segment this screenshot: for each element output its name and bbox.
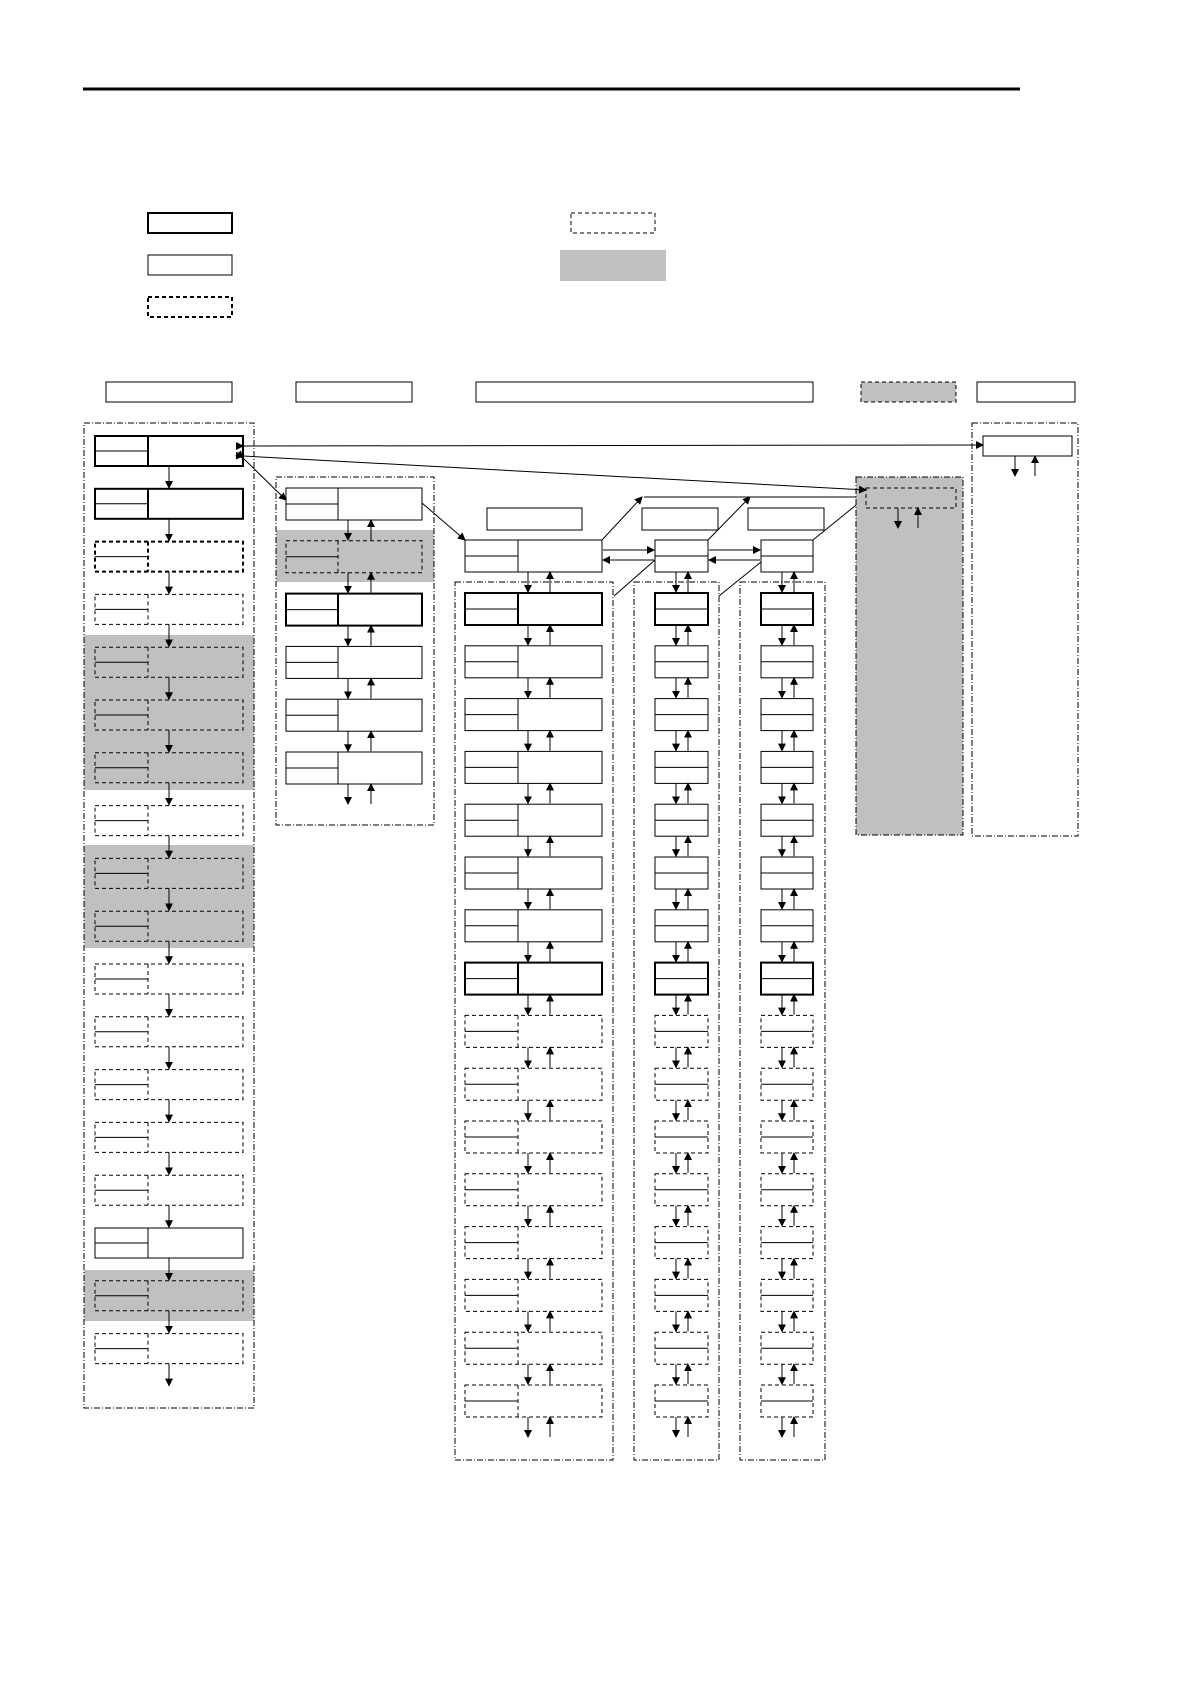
col3-sub3-node-11 <box>761 1121 813 1153</box>
col1-node-16 <box>95 1228 243 1258</box>
col3-sub3-node-5 <box>761 804 813 836</box>
col3-sub1-node-15 <box>465 1332 602 1364</box>
legend-swatch-bold-dashed <box>148 297 232 317</box>
col1-to-col5-link <box>243 445 983 446</box>
col3-sub2-node-9 <box>655 1015 708 1047</box>
col1-node-15 <box>95 1175 243 1205</box>
col3-sub1-node-16 <box>465 1385 602 1417</box>
col3-diag-link-2 <box>708 497 750 540</box>
col3-sub2-node-16 <box>655 1385 708 1417</box>
col3-sub1-node-11 <box>465 1121 602 1153</box>
col3-sub2-node-10 <box>655 1068 708 1100</box>
col3-sub3-head-node <box>761 540 813 572</box>
col3-sub2-node-7 <box>655 910 708 942</box>
col3-sub1-node-13 <box>465 1227 602 1259</box>
col1-node-18 <box>95 1334 243 1364</box>
col5-container <box>972 423 1078 836</box>
col1-node-12 <box>95 1017 243 1047</box>
col3-sub1-node-1 <box>465 593 602 625</box>
col3-sub3-label-box <box>748 508 824 530</box>
col1-to-col2-link <box>243 458 286 500</box>
column-header-col4 <box>861 382 956 402</box>
col3-sub2-node-3 <box>655 699 708 731</box>
col3-sub3-node-4 <box>761 751 813 783</box>
col3-sub2-node-14 <box>655 1279 708 1311</box>
column-header-col3 <box>476 382 813 402</box>
col1-node-2 <box>95 489 243 519</box>
legend-swatch-dashed <box>571 213 655 233</box>
column-header-col1 <box>106 382 232 402</box>
col3-sub2-node-11 <box>655 1121 708 1153</box>
col3-sub2-head-node <box>655 540 708 572</box>
col3-sub1-head-node <box>465 540 602 572</box>
col3-sub1-node-6 <box>465 857 602 889</box>
col3-sub3-node-3 <box>761 699 813 731</box>
col3-sub2-label-box <box>642 508 718 530</box>
col1-node-1 <box>95 436 243 466</box>
col3-sub3-node-9 <box>761 1015 813 1047</box>
col1-shaded-group-1 <box>84 635 254 790</box>
col3-sub2-node-8 <box>655 963 708 995</box>
col3-sub2-node-12 <box>655 1174 708 1206</box>
col1-node-11 <box>95 964 243 994</box>
col5-node <box>983 436 1072 456</box>
legend-swatch-bold-solid <box>148 213 232 233</box>
col3-sub3-node-16 <box>761 1385 813 1417</box>
col3-diag-link-1 <box>602 497 642 540</box>
col3-sub2-node-1 <box>655 593 708 625</box>
legend-swatch-solid <box>148 255 232 275</box>
col3-sub1-label-box <box>487 508 582 530</box>
col3-sub3-node-12 <box>761 1174 813 1206</box>
col1-node-13 <box>95 1070 243 1100</box>
col3-sub3-node-1 <box>761 593 813 625</box>
col2-node-4 <box>286 646 422 678</box>
col3-sub1-node-12 <box>465 1174 602 1206</box>
col4-container <box>856 477 963 835</box>
col3-sub2-node-6 <box>655 857 708 889</box>
column-header-col2 <box>296 382 412 402</box>
col3-sub2-node-15 <box>655 1332 708 1364</box>
col2-node-1 <box>286 488 422 520</box>
col1-node-4 <box>95 594 243 624</box>
col3-sub3-node-13 <box>761 1227 813 1259</box>
col2-node-3 <box>286 594 422 626</box>
col3-sub3-node-10 <box>761 1068 813 1100</box>
col3-sub2-node-2 <box>655 646 708 678</box>
col3-sub3-node-15 <box>761 1332 813 1364</box>
col1-node-14 <box>95 1122 243 1152</box>
col3-sub3-node-14 <box>761 1279 813 1311</box>
legend-swatch-shaded <box>560 250 666 281</box>
col3-sub2-node-13 <box>655 1227 708 1259</box>
col2-node-6 <box>286 752 422 784</box>
col3-sub1-node-5 <box>465 804 602 836</box>
col2-shaded-group <box>276 530 434 582</box>
col3-sub1-node-9 <box>465 1015 602 1047</box>
col1-node-3 <box>95 542 243 572</box>
col2-container <box>276 477 434 825</box>
col2-node-5 <box>286 699 422 731</box>
column-header-col5 <box>977 382 1075 402</box>
col3-sub1-node-10 <box>465 1068 602 1100</box>
col3-sub2-node-4 <box>655 751 708 783</box>
col3-sub1-node-8 <box>465 963 602 995</box>
col3-sub1-node-2 <box>465 646 602 678</box>
col3-sub1-node-3 <box>465 699 602 731</box>
shaded-regions <box>84 530 434 1321</box>
col3-sub1-node-4 <box>465 751 602 783</box>
col3-sub3-node-2 <box>761 646 813 678</box>
col3-sub3-node-7 <box>761 910 813 942</box>
col3-sub1-container <box>455 582 613 1460</box>
col3-sub3-node-8 <box>761 963 813 995</box>
col3-sub1-node-7 <box>465 910 602 942</box>
col3-sub2-node-5 <box>655 804 708 836</box>
col3-sub3-node-6 <box>761 857 813 889</box>
col1-node-8 <box>95 806 243 836</box>
col3-sub1-node-14 <box>465 1279 602 1311</box>
col1-to-col4-link <box>243 456 866 490</box>
